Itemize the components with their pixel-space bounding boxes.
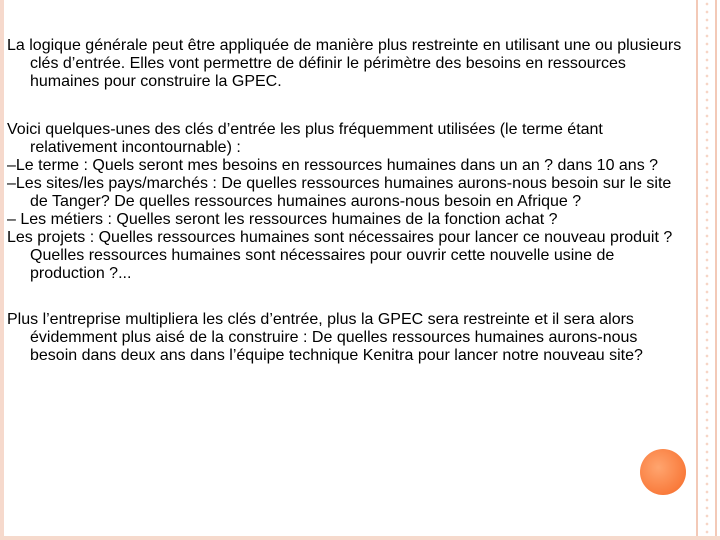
key-item-projects: Les projets : Quelles ressources humaines sont nécessaires pour lancer ce nouveau produit ? Quelles ressources humaines sont nécessaires pour ouvrir cette nouvelle usine de production ?...	[7, 229, 673, 282]
orange-circle-icon	[640, 449, 686, 495]
slide-body	[7, 37, 687, 365]
key-item-term: –Le terme : Quels seront mes besoins en ressources humaines dans un an ? dans 10 ans ?	[7, 157, 659, 174]
conclusion-paragraph: Plus l’entreprise multipliera les clés d’entrée, plus la GPEC sera restreinte et il sera alors évidemment plus aisé de la construire : De quelles ressources humaines aurons-nous besoin dans deux ans dans l’équipe technique Kenitra pour lancer notre nouveau site?	[7, 311, 643, 364]
left-border-decoration	[0, 0, 4, 540]
bottom-border-decoration	[0, 536, 720, 540]
right-border-dots	[703, 0, 711, 540]
key-item-jobs: – Les métiers : Quelles seront les ressources humaines de la fonction achat ?	[7, 211, 558, 228]
intro-paragraph: La logique générale peut être appliquée de manière plus restreinte en utilisant une ou plusieurs clés d’entrée. Elles vont permettre de définir le périmètre des besoins en ressources humaines pour construire la GPEC.	[7, 37, 682, 90]
keys-intro-paragraph: Voici quelques-unes des clés d’entrée les plus fréquemment utilisées (le terme étant relativement incontournable) :	[7, 121, 603, 156]
key-item-sites: –Les sites/les pays/marchés : De quelles ressources humaines aurons-nous besoin sur le site de Tanger? De quelles ressources humaines aurons-nous besoin en Afrique ?	[7, 175, 672, 210]
